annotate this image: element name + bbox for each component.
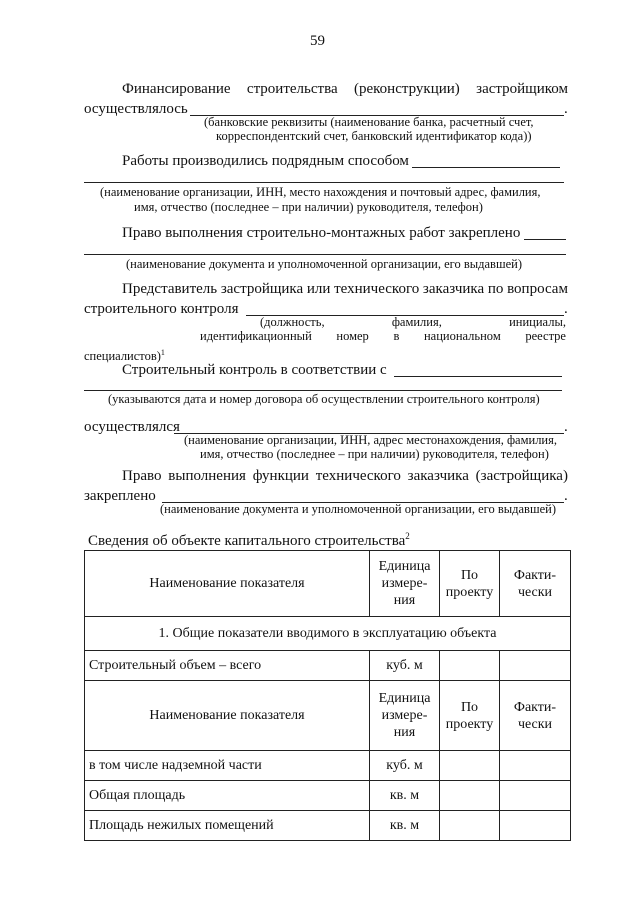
word: строительства (246, 81, 338, 97)
word: застройщика (220, 281, 304, 297)
construction-rights-fill-line-2[interactable] (84, 254, 566, 255)
table-row (85, 811, 571, 841)
control-fill-line-2[interactable] (84, 390, 562, 391)
page-number: 59 (310, 33, 325, 49)
word: национальном (423, 329, 501, 343)
construction-rights-hint: (наименование документа и уполномоченной организации, его выдавшей) (126, 257, 522, 271)
financing-line1 (122, 80, 568, 98)
word: заказчика (422, 281, 485, 297)
control-hint: (указываются дата и номер договора об осуществлении строительного контроля) (108, 392, 540, 406)
table-row (85, 651, 571, 681)
group-heading: 1. Общие показатели вводимого в эксплуатацию объекта (85, 617, 571, 651)
customer-rights-hint: (наименование документа и уполномоченной организации, его выдавшей) (160, 502, 556, 516)
control-fill-line[interactable] (394, 376, 562, 377)
performed-by-hint-1: (наименование организации, ИНН, адрес местонахождения, фамилия, (184, 433, 557, 447)
word: (застройщика) (475, 468, 568, 484)
row-project-cell[interactable] (440, 781, 500, 811)
row-name-cell: в том числе надземной части (85, 751, 370, 781)
row-unit-cell: кв. м (370, 811, 440, 841)
footnote-1-mark: 1 (160, 348, 165, 357)
row-name-cell: Общая площадь (85, 781, 370, 811)
representative-label: строительного контроля (84, 301, 239, 317)
table-header-row (85, 551, 571, 617)
row-project-cell[interactable] (440, 751, 500, 781)
representative-line1 (122, 280, 568, 298)
word: инициалы, (509, 315, 566, 329)
word: выполнения (168, 468, 246, 484)
word: номер (336, 329, 369, 343)
word: Представитель (122, 281, 218, 297)
word: заказчика (407, 468, 469, 484)
construction-rights-fill-line[interactable] (524, 239, 566, 240)
contract-work-hint-1: (наименование организации, ИНН, место нахождения и почтовый адрес, фамилия, (100, 185, 541, 199)
word: реестре (525, 329, 566, 343)
row-actual-cell[interactable] (500, 781, 571, 811)
row-actual-cell[interactable] (500, 651, 571, 681)
performed-by-dot: . (564, 419, 568, 435)
object-info-title (88, 527, 410, 550)
financing-label: осуществлялось (84, 101, 188, 117)
contract-work-hint-2: имя, отчество (последнее – при наличии) руководителя, телефон) (134, 200, 483, 214)
representative-hint-2 (200, 329, 566, 344)
table-group-row (85, 617, 571, 651)
performed-by-label: осуществлялся (84, 419, 180, 435)
financing-dot: . (564, 101, 568, 117)
header-unit: Единица измере-ния (370, 551, 440, 617)
representative-dot: . (564, 301, 568, 317)
header-actual: Факти-чески (500, 551, 571, 617)
word: технического (315, 468, 401, 484)
object-indicators-table (84, 550, 571, 841)
word: (реконструкции) (354, 81, 460, 97)
contract-work-label: Работы производились подрядным способом (122, 153, 409, 169)
construction-rights-label: Право выполнения строительно-монтажных работ закреплено (122, 225, 521, 241)
word: или (306, 281, 331, 297)
row-unit-cell: куб. м (370, 651, 440, 681)
row-name-cell: Строительный объем – всего (85, 651, 370, 681)
customer-rights-label: закреплено (84, 488, 156, 504)
representative-hint-3-text: специалистов) (84, 349, 161, 364)
header-name: Наименование показателя (85, 681, 370, 751)
table-row (85, 781, 571, 811)
object-info-title-text: Сведения об объекте капитального строительства (88, 533, 406, 549)
financing-hint-2: корреспондентский счет, банковский идентификатор кода)) (216, 129, 532, 143)
footnote-2-mark: 2 (405, 531, 410, 541)
word: фамилия, (391, 315, 442, 329)
row-name-cell: Площадь нежилых помещений (85, 811, 370, 841)
row-actual-cell[interactable] (500, 751, 571, 781)
word: Финансирование (122, 81, 231, 97)
row-actual-cell[interactable] (500, 811, 571, 841)
contract-work-fill-line[interactable] (412, 167, 560, 168)
row-unit-cell: куб. м (370, 751, 440, 781)
table-header-row (85, 681, 571, 751)
control-label: Строительный контроль в соответствии с (122, 362, 387, 378)
word: технического (334, 281, 420, 297)
representative-hint-1 (260, 315, 566, 330)
word: Право (122, 468, 162, 484)
row-project-cell[interactable] (440, 811, 500, 841)
word: вопросам (507, 281, 568, 297)
word: застройщиком (476, 81, 568, 97)
customer-rights-dot: . (564, 488, 568, 504)
header-project: По проекту (440, 681, 500, 751)
financing-hint-1: (банковские реквизиты (наименование банка, расчетный счет, (204, 115, 534, 129)
word: в (393, 329, 400, 343)
word: идентификационный (200, 329, 312, 343)
word: функции (252, 468, 309, 484)
customer-rights-line1 (122, 467, 568, 485)
contract-work-fill-line-2[interactable] (84, 182, 564, 183)
word: (должность, (260, 315, 325, 329)
table-row (85, 751, 571, 781)
header-unit: Единица измере-ния (370, 681, 440, 751)
row-project-cell[interactable] (440, 651, 500, 681)
row-unit-cell: кв. м (370, 781, 440, 811)
header-name: Наименование показателя (85, 551, 370, 617)
performed-by-hint-2: имя, отчество (последнее – при наличии) руководителя, телефон) (200, 447, 549, 461)
header-project: По проекту (440, 551, 500, 617)
word: по (487, 281, 504, 297)
header-actual: Факти-чески (500, 681, 571, 751)
